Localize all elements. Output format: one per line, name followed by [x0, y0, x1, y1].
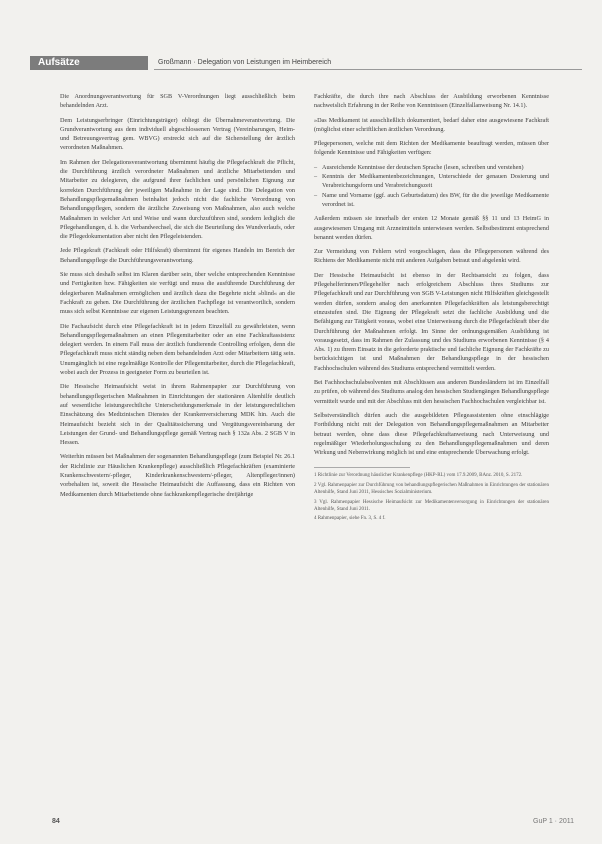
issue-label: GuP 1 · 2011	[533, 818, 574, 825]
footnote: 3 Vgl. Rahmenpapier Hessische Heimaufsicht zur Medikamentenversorgung in Einrichtungen der stationären Altenhilfe, Stand Juni 2011.	[314, 499, 549, 513]
section-label: Aufsätze	[30, 56, 148, 70]
paragraph: Die Anordnungsverantwortung für SGB V-Verordnungen liegt ausschließlich beim behandelnden Arzt.	[60, 93, 295, 110]
list-intro: Pflegepersonen, welche mit dem Richten der Medikamente beauftragt werden, müssen über folgende Kenntnisse und Fähigkeiten verfügen:	[314, 140, 549, 157]
paragraph: Bei Fachhochschulabsolventen mit Abschlüssen aus anderen Bundesländern ist im Einzelfall zu prüfen, ob während des Studiums analog den hessischen Studiengängen Behandlungspflege vermittelt wurde und mit der Abschluss mit den hessischen Fachhochschulen vergleichbar ist.	[314, 379, 549, 405]
right-column	[314, 92, 549, 525]
paragraph: Sie muss sich deshalb selbst im Klaren darüber sein, über welche entsprechenden Kenntnisse und Fertigkeiten bzw. Fähigkeiten sie verfügt und muss die ausführende Durchführung der delegierbaren Maßnahmen ermöglichen und ärztlich dazu die Begehrte nicht »blind« an die Fachkraft zu gehen. Die Durchführung der ärztlichen Fachpflege ist verantwortlich, sondern muss sich selbst Kenntnisse zur eigenen Leistungsgrenzen beachten.	[60, 271, 295, 316]
footnote: 2 Vgl. Rahmenpapier zur Durchführung von behandlungspflegerischen Maßnahmen in Einrichtungen der stationären Altenhilfe, Stand Juni 2011, Hessisches Sozialministerium.	[314, 482, 549, 496]
footnotes	[314, 472, 549, 522]
list-item: – Ausreichende Kenntnisse der deutschen Sprache (lesen, schreiben und verstehen)	[314, 163, 549, 172]
paragraph: Die Hessische Heimaufsicht weist in ihrem Rahmenpapier zur Durchführung von behandlungspflegerischen Maßnahmen in Einrichtungen der stationären Altenhilfe deutlich auf wesentliche leistungsrechtliche Unterscheidungsmerkmale in der leistungsrechtlichen Einschätzung des Medizinischen Dienstes der Krankenversicherung MDK hin. Auch die Heimaufsicht bezieht sich in der Qualitätssicherung und Vergütungsvereinbarung der Leistungen der Grund- und Behandlungspflege gemäß Vertrag nach § 132a Abs. 2 SGB V in Hessen.	[60, 383, 295, 447]
running-head: Großmann · Delegation von Leistungen im Heimbereich	[154, 56, 582, 70]
left-column	[60, 92, 295, 504]
footnote: 1 Richtlinie zur Verordnung häuslicher Krankenpflege (HKP-RL) vom 17.9.2009, BAnz. 2010, S. 2172.	[314, 473, 523, 479]
list-item: – Name und Vorname (ggf. auch Geburtsdatum) des BW, für die die jeweilige Medikamente verordnet ist.	[314, 191, 549, 210]
paragraph: Der Hessische Heimaufsicht ist ebenso in der Rechtsansicht zu folgen, dass Pflegehelferinnen/Pflegehelfer nach erfolgreichem Abschluss ihres Studiums zur Pflegefachkraft und zur Durchführung von SGB V-Leistungen nicht Hilfskräften gleichgestellt werden dürfen, sondern analog den anerkannten Pflegefachkräften als leistungsberechtigt einzustufen sind. Die Eignung der Pflegekraft setzt die fachliche Ausbildung und die Befähigung zur Tätigkeit voraus, wobei eine Unterweisung durch die Pflegefachkraft über die Durchführung der Maßnahmen erfolgt. Im Sinne der ordnungsgemäßen Ausbildung ist vorausgesetzt, dass im Rahmen der Zulassung und des Studiums erworbenen Kenntnisse (§ 4 Abs. 1) zu ihrem Einsatz in die geforderte praktische und fachliche Eignung der Fachkräfte zu berücksichtigen ist und Maßnahmen der Behandlungspflege in der hessischen Fachhochschulen während des Studiums entsprechend vermittelt werden.	[314, 271, 549, 372]
paragraph: Fachkräfte, die durch ihre nach Abschluss der Ausbildung erworbenen Kenntnisse nachweislich Erfahrung in der Reihe von Kenntnissen (Einzelfallanweisung Nr. 14.1).	[314, 93, 549, 110]
list-item: – Kenntnis der Medikamentenbezeichnungen, Unterschiede der genauen Dosierung und Verabreichungsform und Verabreichungszeit	[314, 172, 549, 191]
page-number: 84	[52, 818, 60, 825]
page-header	[30, 56, 582, 70]
paragraph: Die Fachaufsicht durch eine Pflegefachkraft ist in jedem Einzelfall zu gewährleisten, wenn Behandlungspflegemaßnahmen an einen Pflegemitarbeiter oder an eine Fachkraftassistenz delegiert werden. In einem Fall muss der ärztlich fundierende Controlling erfolgen, denn die Pflegefachkraft muss nicht ständig neben dem behandelnden Arzt oder Mitarbeitern tätig sein. Unumgänglich ist eine regelmäßige Kontrolle der Pflegemitarbeiter, durch die Pflegefachkraft, wobei auch der Prozess in geeigneter Form zu beurteilen ist.	[60, 322, 295, 377]
paragraph: Weiterhin müssen bei Maßnahmen der sogenannten Behandlungspflege (zum Beispiel Nr. 26.1 der Richtlinie zur Häuslichen Krankenpflege) ausschließlich Pflegefachkräften (examinierte Krankenschwestern/-pfleger, Kinderkrankenschwestern/-pfleger, Altenpfleger/innen) vorbehalten ist, soweit die Hessische Heimaufsicht die Auffassung, dass ein Richten von Medikamenten durch Mitarbeitende ohne fachkrankenpflegerische dreijährige	[60, 453, 295, 498]
paragraph: Außerdem müssen sie innerhalb der ersten 12 Monate gemäß §§ 11 und 13 HeimG in ausgewiesenen Umgang mit Arzneimitteln unterwiesen werden. Selbstbestimmt entsprechend benannt werden dürfen.	[314, 215, 549, 241]
footnote-divider	[314, 467, 410, 468]
paragraph: Im Rahmen der Delegationsverantwortung übernimmt häufig die Pflegefachkraft die Pflicht, die Durchführung ärztlich verordneter Maßnahmen und ärztliche Mitarbeitenden und Mitarbeiter zu delegieren, die aufgrund ihrer fachlichen und persönlichen Eignung zur korrekten Durchführung der jeweiligen Maßnahme in der Lage sind. Die Delegation von Behandlungspflegemaßnahmen beinhaltet jedoch nicht die fachliche Verordnung von Behandlungspflegen, sondern die ärztliche Zuweisung von Maßnahmen, also auch welche Maßnahmen in welcher Art und Weise und wann durchzuführen sind, sondern lediglich die Pflegehandlungen, d. h. die Verbandwechsel, die sich die Beurteilung des Wundverlaufs, oder die Pflegedokumentation aber nicht den Pflegeleistenden.	[60, 158, 295, 241]
paragraph: »Das Medikament ist ausschließlich dokumentiert, bedarf daher eine ausgewiesene Fachkraft (möglichst einer schriftlichen ärztlichen Verordnung.	[314, 116, 549, 133]
paragraph: Dem Leistungserbringer (Einrichtungsträger) obliegt die Übernahmeverantwortung. Die Grundverantwortung aus dem individuell abgeschlossenen Vertrag (Vereinbarungen, Heim- und Betreuungsvertrag gem. WBVG) erstreckt sich auf die Sicherstellung der ärztlich verordneten Maßnahmen.	[60, 116, 295, 152]
paragraph: Jede Pflegekraft (Fachkraft oder Hilfskraft) übernimmt für eigenes Handeln im Bereich der Behandlungspflege die Durchführungsverantwortung.	[60, 247, 295, 264]
requirements-list	[314, 163, 549, 209]
paragraph: Zur Vermeidung von Fehlern wird vorgeschlagen, dass die Pflegepersonen während des Richtens der Medikamente nicht mit anderen Aufgaben betraut und abgelenkt wird.	[314, 248, 549, 265]
footnote: 4 Rahmenpapier, siehe Fn. 3, S. 4 f.	[314, 516, 386, 522]
paragraph: Selbstverständlich dürfen auch die ausgebildeten Pflegeassistenten ohne einschlägige Fortbildung nicht mit der Delegation von Behandlungspflegemaßnahmen an Mitarbeiter betraut werden, ohne dass diese Pflegefachkraftanweisung nach Unterweisung und regelmäßiger Wiederholungsschulung zu den Behandlungspflegemaßnahmen und deren Wirkung und Nebenwirkung möglich ist und eine entsprechende Überwachung erfolgt.	[314, 411, 549, 457]
